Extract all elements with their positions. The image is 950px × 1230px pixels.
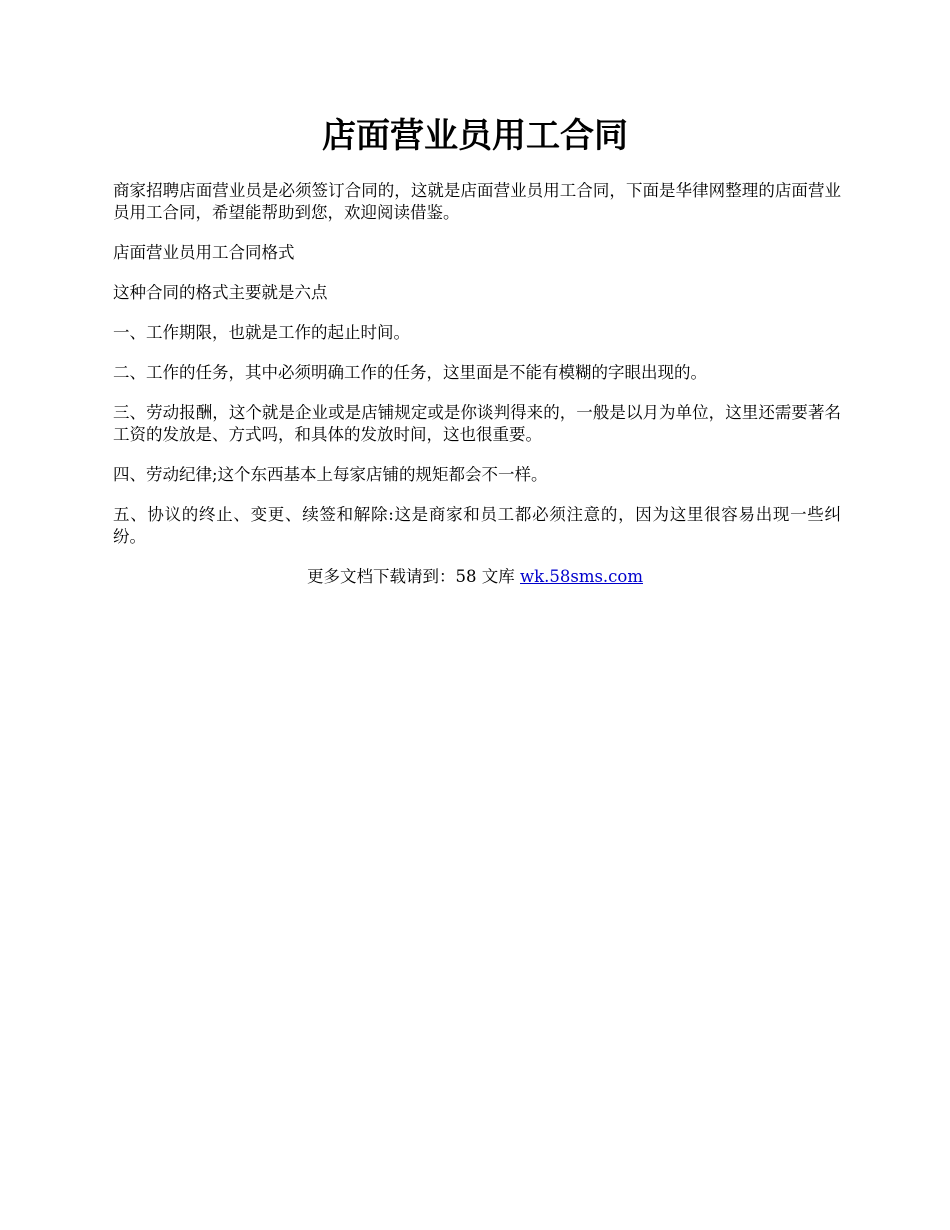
download-footer — [0, 566, 950, 588]
clause-3: 三、劳动报酬，这个就是企业或是店铺规定或是你谈判得来的，一般是以月为单位，这里还需要著名工资的发放是、方式吗，和具体的发放时间，这也很重要。 — [113, 403, 841, 444]
intro-paragraph: 商家招聘店面营业员是必须签订合同的，这就是店面营业员用工合同，下面是华律网整理的店面营业员用工合同，希望能帮助到您，欢迎阅读借鉴。 — [113, 181, 841, 222]
section-heading: 店面营业员用工合同格式 — [113, 243, 295, 262]
document-body — [113, 180, 841, 566]
format-summary: 这种合同的格式主要就是六点 — [113, 283, 328, 302]
document-title: 店面营业员用工合同 — [322, 116, 628, 156]
footer-link[interactable]: wk.58sms.com — [519, 567, 643, 586]
clause-4: 四、劳动纪律;这个东西基本上每家店铺的规矩都会不一样。 — [113, 465, 548, 484]
clause-1: 一、工作期限，也就是工作的起止时间。 — [113, 323, 410, 342]
footer-text: 更多文档下载请到：58 文库 — [306, 567, 520, 586]
clause-2: 二、工作的任务，其中必须明确工作的任务，这里面是不能有模糊的字眼出现的。 — [113, 363, 707, 382]
clause-5: 五、协议的终止、变更、续签和解除:这是商家和员工都必须注意的，因为这里很容易出现一些纠纷。 — [113, 505, 841, 546]
